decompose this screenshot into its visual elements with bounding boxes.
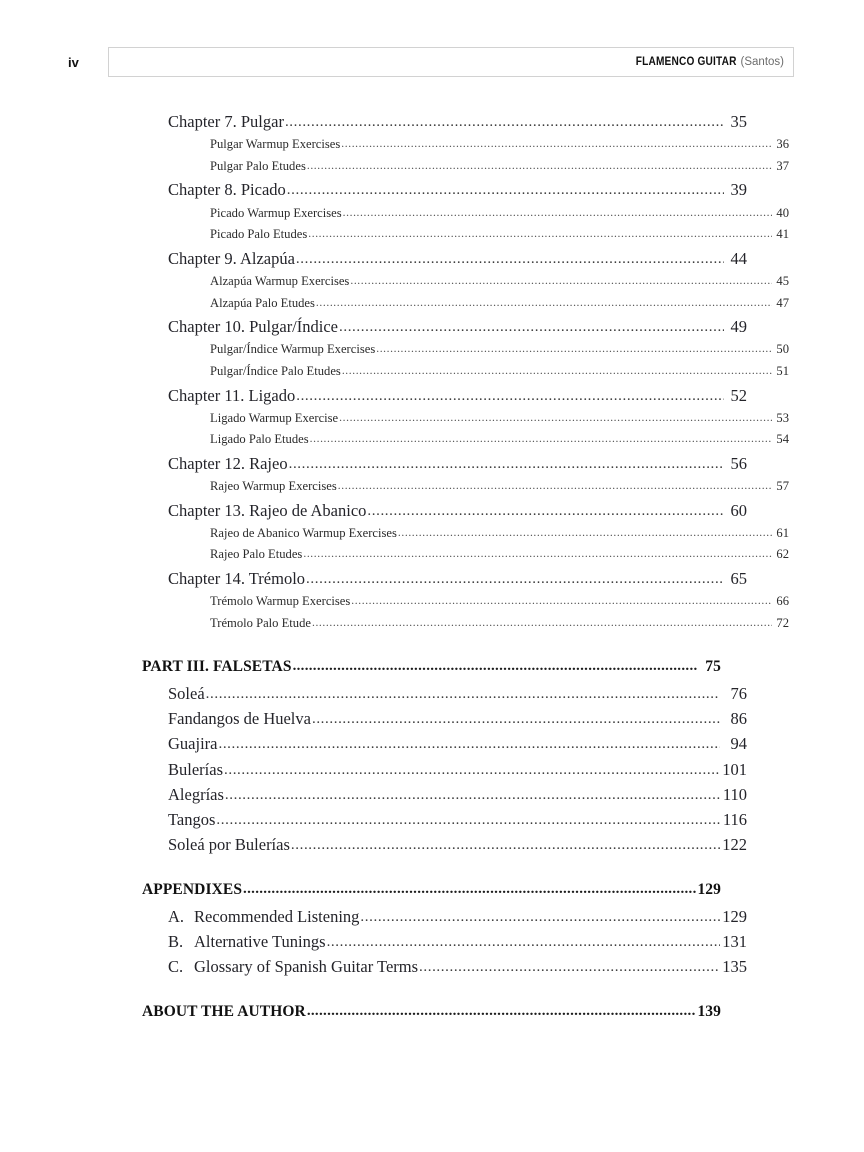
toc-dot-leader — [308, 228, 772, 240]
toc-entry-label: Alternative Tunings — [194, 932, 326, 952]
toc-page-number: 72 — [776, 615, 789, 630]
book-title: FLAMENCO GUITAR — [635, 56, 737, 68]
toc-entry-label: Bulerías — [168, 759, 223, 779]
toc-page-number: 60 — [730, 500, 747, 520]
toc-dot-leader — [307, 1003, 697, 1020]
toc-dot-leader — [351, 595, 772, 607]
table-of-contents — [142, 112, 789, 1029]
toc-subentry[interactable] — [210, 364, 789, 386]
toc-entry-label: Trémolo Warmup Exercises — [210, 594, 351, 609]
appendix-letter: B. — [168, 932, 184, 952]
toc-page-number: 62 — [776, 547, 789, 562]
toc-dot-leader — [338, 480, 772, 492]
toc-subentry[interactable] — [210, 159, 789, 181]
toc-appendix-entry[interactable] — [168, 907, 747, 932]
toc-entry-label: Chapter 10. Pulgar/Índice — [168, 317, 338, 337]
toc-page-number: 129 — [722, 906, 747, 926]
toc-subentry[interactable] — [210, 206, 789, 228]
toc-part-heading[interactable] — [142, 1003, 721, 1029]
toc-entry-label: Rajeo de Abanico Warmup Exercises — [210, 525, 397, 540]
toc-entry-label: Alegrías — [168, 784, 224, 804]
toc-falseta-entry[interactable] — [168, 785, 747, 810]
toc-dot-leader — [218, 736, 720, 753]
toc-dot-leader — [360, 909, 720, 926]
toc-page-number: 61 — [776, 525, 789, 540]
toc-entry-label: Pulgar/Índice Warmup Exercises — [210, 342, 376, 357]
toc-page-number: 76 — [730, 684, 747, 703]
toc-chapter-entry[interactable] — [168, 569, 747, 594]
toc-chapter-entry[interactable] — [168, 249, 747, 274]
toc-appendix-entry[interactable] — [168, 957, 747, 982]
toc-page-number: 122 — [722, 835, 747, 855]
toc-page-number: 41 — [776, 227, 789, 242]
toc-page-number: 47 — [776, 295, 789, 310]
toc-chapter-entry[interactable] — [168, 112, 747, 137]
header-rule-box — [108, 47, 794, 77]
toc-entry-label: Soleá por Bulerías — [168, 835, 290, 855]
toc-dot-leader — [225, 787, 720, 804]
toc-entry-label: Picado Warmup Exercises — [210, 205, 342, 220]
toc-entry-label: Chapter 14. Trémolo — [168, 569, 306, 589]
toc-page-number: 116 — [722, 809, 747, 829]
toc-page-number: 37 — [776, 158, 789, 173]
toc-entry-label: Chapter 12. Rajeo — [168, 453, 288, 473]
toc-dot-leader — [367, 503, 724, 520]
toc-entry-label: Soleá — [168, 684, 205, 703]
toc-page-number: 44 — [730, 248, 747, 268]
toc-entry-label: ABOUT THE AUTHOR — [142, 1003, 306, 1021]
toc-entry-label: Alzapúa Palo Etudes — [210, 295, 315, 310]
toc-dot-leader — [376, 343, 772, 355]
toc-appendix-entry[interactable] — [168, 932, 747, 957]
appendix-letter: C. — [168, 957, 184, 977]
toc-entry-label: Alzapúa Warmup Exercises — [210, 273, 350, 288]
toc-dot-leader — [206, 686, 720, 703]
toc-dot-leader — [341, 138, 772, 150]
toc-part-heading[interactable] — [142, 881, 721, 907]
toc-entry-label: Picado Palo Etudes — [210, 227, 308, 242]
toc-entry-label: Tangos — [168, 809, 216, 829]
toc-entry-label: Chapter 11. Ligado — [168, 385, 296, 405]
toc-dot-leader — [419, 959, 720, 976]
toc-dot-leader — [339, 319, 724, 336]
toc-dot-leader — [296, 388, 724, 405]
toc-dot-leader — [291, 837, 720, 854]
toc-entry-label: APPENDIXES — [142, 881, 243, 899]
toc-dot-leader — [224, 762, 720, 779]
toc-dot-leader — [289, 456, 724, 473]
toc-chapter-entry[interactable] — [168, 180, 747, 205]
toc-falseta-entry[interactable] — [168, 810, 747, 835]
toc-entry-label: Recommended Listening — [194, 906, 360, 926]
toc-page-number: 57 — [776, 479, 789, 494]
toc-chapter-entry[interactable] — [168, 501, 747, 526]
toc-subentry[interactable] — [210, 547, 789, 569]
toc-dot-leader — [350, 275, 772, 287]
toc-entry-label: Chapter 7. Pulgar — [168, 112, 284, 131]
toc-dot-leader — [312, 617, 772, 629]
toc-entry-label: Chapter 13. Rajeo de Abanico — [168, 500, 367, 520]
toc-section-spacer — [142, 860, 721, 881]
toc-page-number: 52 — [730, 385, 747, 405]
toc-page-number: 51 — [776, 363, 789, 378]
toc-dot-leader — [327, 934, 720, 951]
toc-entry-label: Ligado Warmup Exercise — [210, 410, 339, 425]
toc-entry-label: Rajeo Warmup Exercises — [210, 479, 337, 494]
toc-subentry[interactable] — [210, 137, 789, 159]
toc-page-number: 139 — [697, 1003, 721, 1021]
toc-falseta-entry[interactable] — [168, 734, 747, 759]
toc-page-number: 65 — [730, 569, 747, 589]
toc-dot-leader — [216, 812, 720, 829]
toc-page-number: 75 — [705, 658, 721, 676]
toc-page-number: 135 — [722, 957, 747, 977]
toc-falseta-entry[interactable] — [168, 835, 747, 860]
toc-page-number: 50 — [776, 342, 789, 357]
toc-dot-leader — [285, 114, 724, 131]
toc-dot-leader — [398, 527, 772, 539]
toc-page-number: 66 — [776, 594, 789, 609]
toc-dot-leader — [243, 881, 696, 898]
toc-subentry[interactable] — [210, 411, 789, 433]
toc-page-number: 45 — [776, 273, 789, 288]
toc-page-number: 35 — [730, 112, 747, 131]
toc-falseta-entry[interactable] — [168, 760, 747, 785]
toc-entry-label: Chapter 9. Alzapúa — [168, 248, 295, 268]
book-author: (Santos) — [740, 56, 784, 68]
toc-subentry[interactable] — [210, 479, 789, 501]
toc-chapter-entry[interactable] — [168, 454, 747, 479]
toc-entry-label: Guajira — [168, 734, 218, 754]
toc-page-number: 39 — [730, 180, 747, 200]
toc-dot-leader — [316, 297, 772, 309]
toc-falseta-entry[interactable] — [168, 684, 747, 709]
toc-dot-leader — [343, 207, 772, 219]
toc-page-number: 110 — [722, 784, 747, 804]
page-running-header — [66, 47, 794, 77]
toc-dot-leader — [310, 433, 772, 445]
toc-subentry[interactable] — [210, 432, 789, 454]
toc-page-number: 36 — [776, 137, 789, 152]
folio-number: iv — [68, 54, 79, 70]
toc-chapter-entry[interactable] — [168, 386, 747, 411]
toc-subentry[interactable] — [210, 296, 789, 318]
toc-page-number: 49 — [730, 317, 747, 337]
toc-page-number: 131 — [722, 932, 747, 952]
toc-page-number: 40 — [776, 205, 789, 220]
toc-dot-leader — [342, 365, 772, 377]
toc-dot-leader — [296, 251, 724, 268]
toc-page-number: 101 — [722, 759, 747, 779]
toc-entry-label: Rajeo Palo Etudes — [210, 547, 303, 562]
toc-page-number: 54 — [776, 432, 789, 447]
appendix-letter: A. — [168, 906, 185, 926]
toc-entry-label: Fandangos de Huelva — [168, 709, 311, 729]
toc-falseta-entry[interactable] — [168, 709, 747, 734]
toc-entry-label: PART III. FALSETAS — [142, 658, 292, 676]
toc-subentry[interactable] — [210, 526, 789, 548]
toc-entry-label: Ligado Palo Etudes — [210, 432, 309, 447]
toc-dot-leader — [312, 711, 720, 728]
toc-dot-leader — [303, 548, 772, 560]
toc-dot-leader — [293, 658, 698, 675]
toc-subentry[interactable] — [210, 274, 789, 296]
toc-page-number: 94 — [730, 734, 747, 754]
toc-page-number: 56 — [730, 453, 747, 473]
toc-entry-label: Glossary of Spanish Guitar Terms — [194, 957, 419, 977]
toc-dot-leader — [306, 571, 724, 588]
toc-subentry[interactable] — [210, 616, 789, 638]
toc-subentry[interactable] — [210, 594, 789, 616]
toc-dot-leader — [339, 412, 772, 424]
toc-dot-leader — [287, 182, 724, 199]
toc-entry-label: Pulgar Warmup Exercises — [210, 137, 341, 152]
toc-dot-leader — [307, 160, 772, 172]
toc-page-number: 129 — [697, 881, 721, 899]
toc-part-heading[interactable] — [142, 658, 721, 684]
toc-entry-label: Pulgar Palo Etudes — [210, 158, 306, 173]
toc-section-spacer — [142, 637, 721, 658]
toc-chapter-entry[interactable] — [168, 317, 747, 342]
toc-subentry[interactable] — [210, 227, 789, 249]
toc-section-spacer — [142, 982, 721, 1003]
toc-page-number: 53 — [776, 410, 789, 425]
toc-entry-label: Chapter 8. Picado — [168, 180, 286, 200]
toc-entry-label: Trémolo Palo Etude — [210, 615, 311, 630]
toc-subentry[interactable] — [210, 342, 789, 364]
toc-page-number: 86 — [730, 709, 747, 729]
toc-entry-label: Pulgar/Índice Palo Etudes — [210, 363, 341, 378]
